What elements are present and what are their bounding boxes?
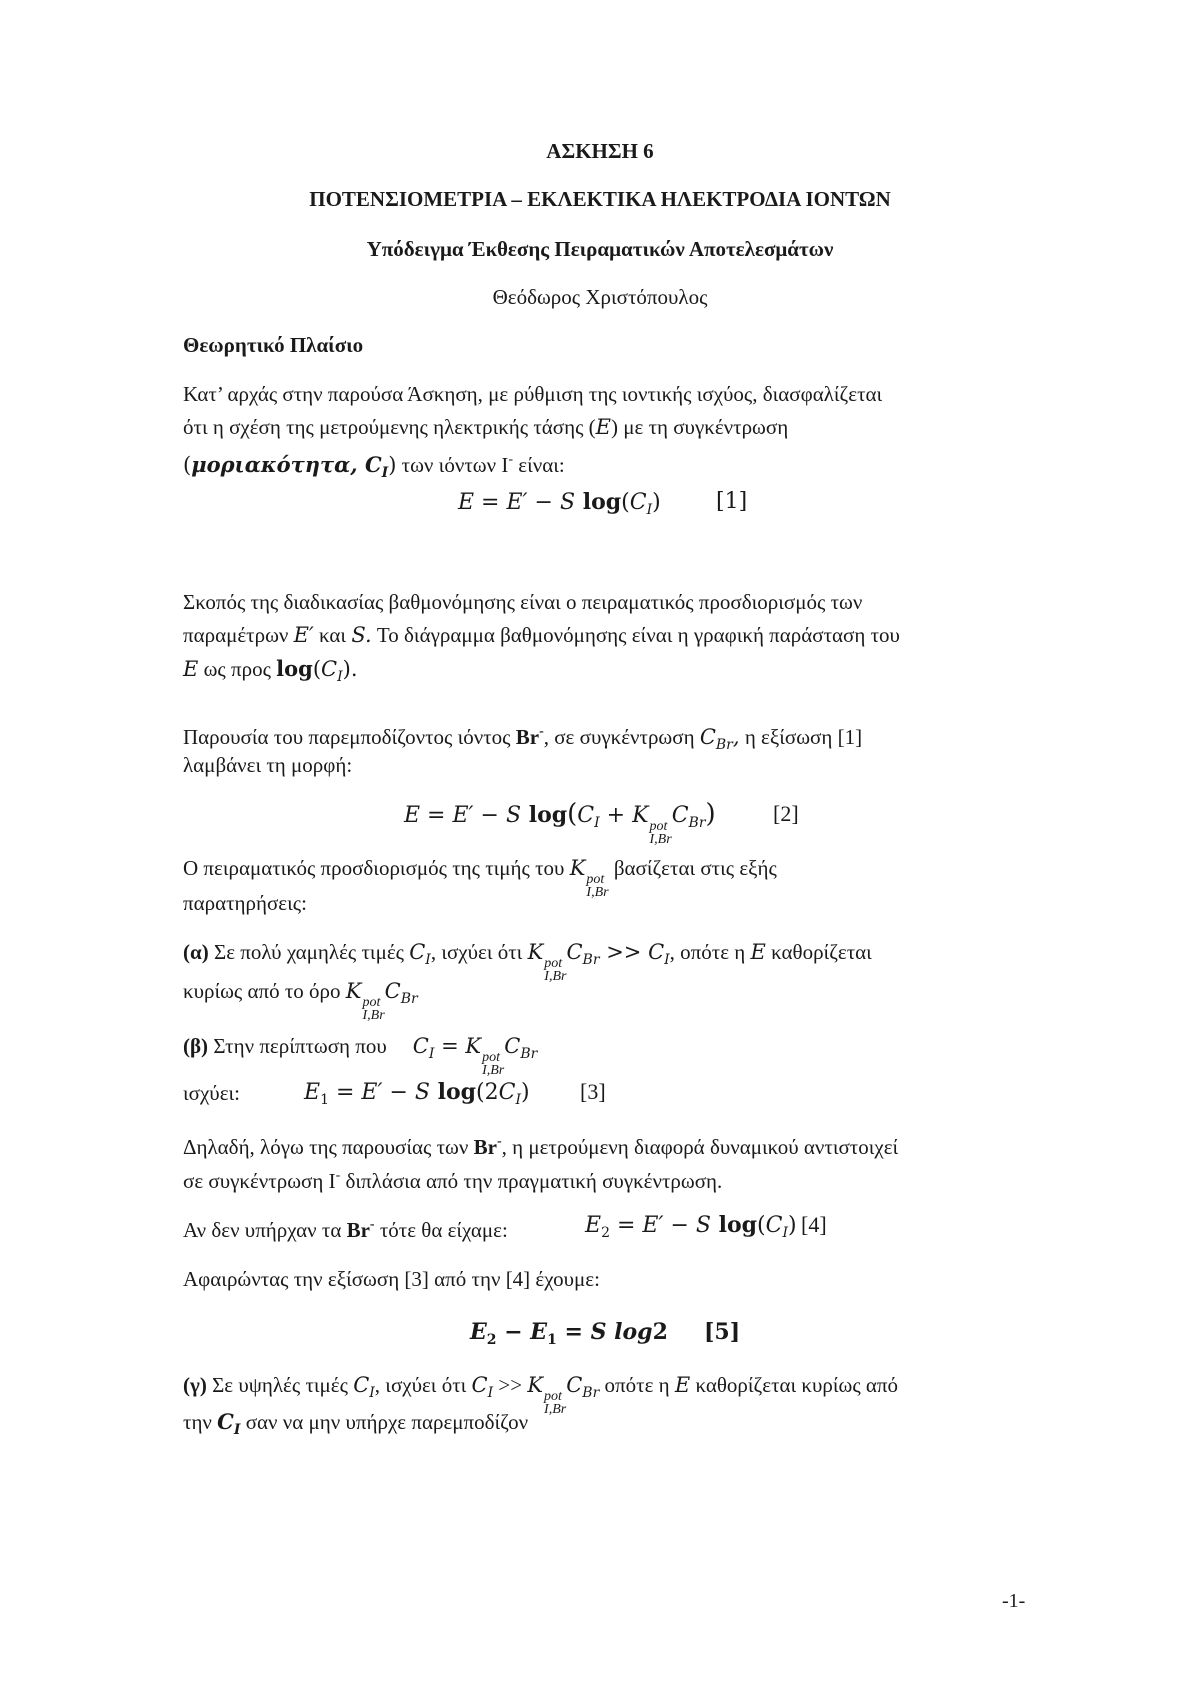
obs-b-expl2-a: σε συγκέντρωση I bbox=[183, 1169, 336, 1193]
obs-a-line1-a: Σε πολύ χαμηλές τιμές bbox=[208, 940, 410, 964]
obs-a-line1-c: , οπότε η bbox=[669, 940, 751, 964]
p3-line1-c: η εξίσωση bbox=[739, 725, 838, 749]
p3-line1-d: [1] bbox=[837, 725, 863, 749]
p1-line3-a: μοριακότητα, bbox=[191, 452, 365, 477]
obs-b-label: (β) bbox=[183, 1034, 209, 1058]
obs-b-expl2-b: διπλάσια από την πραγματική συγκέντρωση. bbox=[340, 1169, 723, 1193]
obs-c-line1-a: Σε υψηλές τιμές bbox=[206, 1373, 354, 1397]
p1-line2 bbox=[183, 414, 788, 440]
equation-5: $E_2 - E_1 = S$ log2 bbox=[470, 1319, 668, 1348]
paren-close: ) bbox=[388, 453, 397, 477]
obs-b-if-a: Αν δεν υπήρχαν τα bbox=[183, 1218, 347, 1242]
author-name: Θεόδωρος Χριστόπουλος bbox=[492, 285, 708, 309]
exercise-title: ΑΣΚΗΣΗ 6 bbox=[546, 139, 654, 163]
p2-line1: Σκοπός της διαδικασίας βαθμονόμησης είναι ο πειραματικός προσδιορισμός των bbox=[183, 590, 863, 614]
obs-a-line1: (α) Σε πολύ χαμηλές τιμές $C_I$, ισχύει ότι K pot I,Br $C_{Br} >> C_I$, οπότε η E καθορίζεται bbox=[183, 940, 872, 984]
p3-line1: Παρουσία του παρεμποδίζοντος ιόντος Br-, σε συγκέντρωση $C_{Br}$, η εξίσωση [1] bbox=[183, 724, 863, 753]
equation-2: E = E′ − S $\log(C_I + K$ pot I,Br $C_{Br}$) bbox=[404, 799, 716, 847]
equation-2-tag: [2] bbox=[773, 801, 799, 826]
exercise-subtitle: ΠΟΤΕΝΣΙΟΜΕΤΡΙΑ – ΕΚΛΕΚΤΙΚΑ ΗΛΕΚΤΡΟΔΙΑ ΙΟΝΤΩΝ bbox=[309, 187, 891, 211]
obs-a-line2-text: κυρίως από το όρο bbox=[183, 979, 346, 1003]
p1-line3 bbox=[183, 447, 565, 486]
obs-c-line2: την $C_I$ σαν να μην υπήρχε παρεμποδίζον bbox=[183, 1409, 529, 1438]
obs-b-line1: (β) Στην περίπτωση που $C_I = K$ pot I,Br $C_{Br}$ bbox=[183, 1034, 538, 1078]
p2-line3: E ως προς $\log(C_I)$. bbox=[183, 656, 358, 685]
obs-c-line1: (γ) Σε υψηλές τιμές $C_I$, ισχύει ότι $C_I >> K$ pot I,Br $C_{Br}$ οπότε η E καθορίζεται κυρίως από bbox=[183, 1373, 899, 1417]
obs-c-label: (γ) bbox=[183, 1373, 207, 1397]
paren-open: ( bbox=[183, 453, 192, 477]
obs-b-subtract: Αφαιρώντας την εξίσωση [3] από την [4] έχουμε: bbox=[183, 1267, 600, 1291]
p2-line2-b: και bbox=[313, 623, 352, 647]
obs-c-line2-b: σαν να μην υπήρχε παρεμποδίζον bbox=[240, 1410, 529, 1434]
equation-4-tag: [4] bbox=[801, 1212, 827, 1237]
equation-5-tag: [5] bbox=[704, 1319, 741, 1345]
p2-line2-c: Το διάγραμμα βαθμονόμησης είναι η γραφική παράσταση του bbox=[371, 623, 900, 647]
obs-a-line2: κυρίως από το όρο K pot I,Br $C_{Br}$ bbox=[183, 979, 418, 1023]
p1-line3-b: των ιόντων I bbox=[396, 453, 509, 477]
obs-b-if-b: τότε θα είχαμε: bbox=[374, 1218, 508, 1242]
p3-line1-a: Παρουσία του παρεμποδίζοντος ιόντος bbox=[183, 725, 516, 749]
obs-b-line2-text: ισχύει: bbox=[183, 1081, 240, 1105]
equation-1-tag: [1] bbox=[716, 489, 748, 514]
p1-line2-b: ) με τη συγκέντρωση bbox=[611, 415, 789, 439]
equation-4: $E_2 = E' - S$ $\log(C_I)$ bbox=[585, 1212, 797, 1241]
p2-line2-a: παραμέτρων bbox=[183, 623, 294, 647]
minus-superscript: - bbox=[508, 452, 513, 467]
obs-b-line1-text: Στην περίπτωση που bbox=[208, 1034, 387, 1058]
equation-3-tag: [3] bbox=[580, 1079, 606, 1104]
section-heading: Θεωρητικό Πλαίσιο bbox=[183, 333, 364, 357]
obs-c-line2-a: την bbox=[183, 1410, 218, 1434]
obs-c-line1-d: καθορίζεται κυρίως από bbox=[690, 1373, 899, 1397]
symbol-E: E bbox=[595, 415, 611, 439]
obs-c-line1-c: οπότε η bbox=[599, 1373, 675, 1397]
page-number: -1- bbox=[1002, 1590, 1026, 1612]
p3-line1-b: , σε συγκέντρωση bbox=[543, 725, 700, 749]
obs-a-label: (α) bbox=[183, 940, 209, 964]
p4-line2: παρατηρήσεις: bbox=[183, 891, 307, 915]
p1-line1: Κατ’ αρχάς στην παρούσα Άσκηση, με ρύθμιση της ιοντικής ισχύος, διασφαλίζεται bbox=[183, 382, 883, 406]
p3-line2: λαμβάνει τη μορφή: bbox=[183, 753, 353, 777]
symbol-CI: $C_I$ bbox=[364, 452, 389, 481]
p4-line1-b: βασίζεται στις εξής bbox=[608, 856, 777, 880]
p2-line3-a: ως προς bbox=[198, 657, 277, 681]
obs-b-if-line: Αν δεν υπήρχαν τα Br- τότε θα είχαμε: bbox=[183, 1217, 508, 1242]
obs-c-line1-b: , ισχύει ότι bbox=[374, 1373, 472, 1397]
p2-line2: παραμέτρων E′ και S. Το διάγραμμα βαθμονόμησης είναι η γραφική παράσταση του bbox=[183, 623, 900, 647]
obs-b-expl2: σε συγκέντρωση I- διπλάσια από την πραγματική συγκέντρωση. bbox=[183, 1168, 723, 1193]
equation-3: $E_1 = E' - S$ $\log(2C_I)$ bbox=[304, 1079, 530, 1108]
p1-line2-a: ότι η σχέση της μετρούμενης ηλεκτρικής τάσης ( bbox=[183, 415, 596, 439]
p4-line1-a: Ο πειραματικός προσδιορισμός της τιμής του bbox=[183, 856, 570, 880]
p1-line3-c: είναι: bbox=[513, 453, 565, 477]
obs-b-expl1-b: , η μετρούμενη διαφορά δυναμικού αντιστοιχεί bbox=[501, 1135, 899, 1159]
obs-b-expl1-a: Δηλαδή, λόγω της παρουσίας των bbox=[183, 1135, 474, 1159]
obs-b-line2 bbox=[183, 1080, 240, 1106]
equation-1: E = E′ − S $\log(C_I)$ bbox=[458, 489, 661, 518]
obs-b-expl1: Δηλαδή, λόγω της παρουσίας των Br-, η μετρούμενη διαφορά δυναμικού αντιστοιχεί bbox=[183, 1134, 899, 1159]
p4-line1: Ο πειραματικός προσδιορισμός της τιμής του K pot I,Br βασίζεται στις εξής bbox=[183, 856, 777, 900]
document-type: Υπόδειγμα Έκθεσης Πειραματικών Αποτελεσμάτων bbox=[366, 237, 834, 261]
obs-a-line1-b: , ισχύει ότι bbox=[430, 940, 528, 964]
obs-a-line1-d: καθορίζεται bbox=[765, 940, 872, 964]
